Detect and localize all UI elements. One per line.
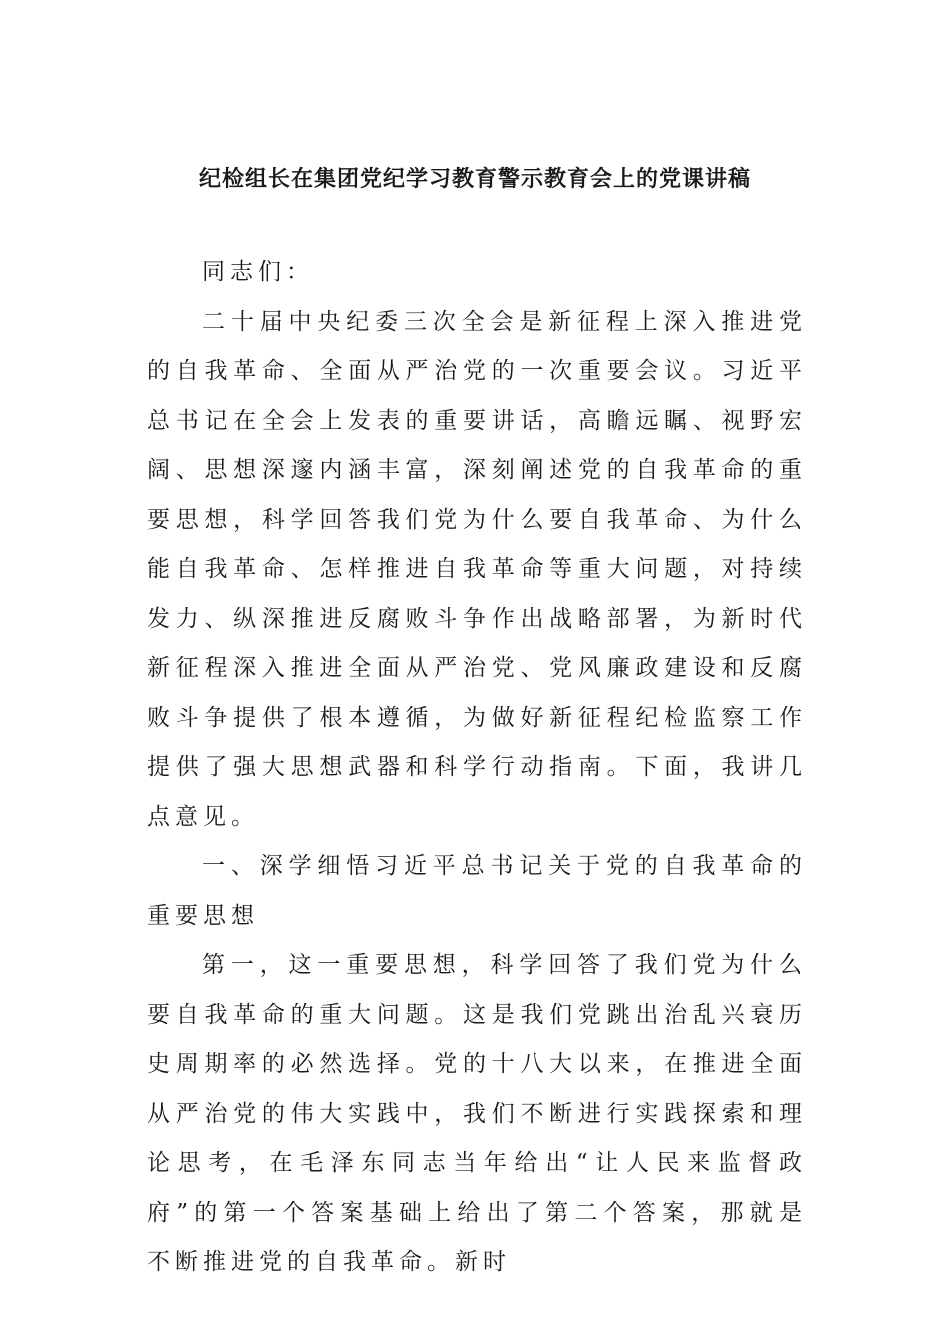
paragraph-salutation: 同志们： (202, 259, 314, 285)
section-heading-1: 一、深学细悟习近平总书记关于党的自我革命的重要思想 (147, 853, 807, 929)
paragraph-intro: 二十届中央纪委三次全会是新征程上深入推进党的自我革命、全面从严治党的一次重要会议。习近平总书记在全会上发表的重要讲话，高瞻远瞩、视野宏阔、思想深邃内涵丰富，深刻阐述党的自我革命的重要思想，科学回答我们党为什么要自我革命、为什么能自我革命、怎样推进自我革命等重大问题，对持续发力、纵深推进反腐败斗争作出战略部署，为新时代新征程深入推进全面从严治党、党风廉政建设和反腐败斗争提供了根本遵循，为做好新征程纪检监察工作提供了强大思想武器和科学行动指南。下面，我讲几点意见。 (147, 308, 807, 830)
document-body (147, 248, 807, 1288)
paragraph-point-1: 第一，这一重要思想，科学回答了我们党为什么要自我革命的重大问题。这是我们党跳出治乱兴衰历史周期率的必然选择。党的十八大以来，在推进全面从严治党的伟大实践中，我们不断进行实践探索和理论思考，在毛泽东同志当年给出“让人民来监督政府”的第一个答案基础上给出了第二个答案，那就是不断推进党的自我革命。新时 (147, 952, 807, 1275)
document-title: 纪检组长在集团党纪学习教育警示教育会上的党课讲稿 (198, 167, 751, 192)
